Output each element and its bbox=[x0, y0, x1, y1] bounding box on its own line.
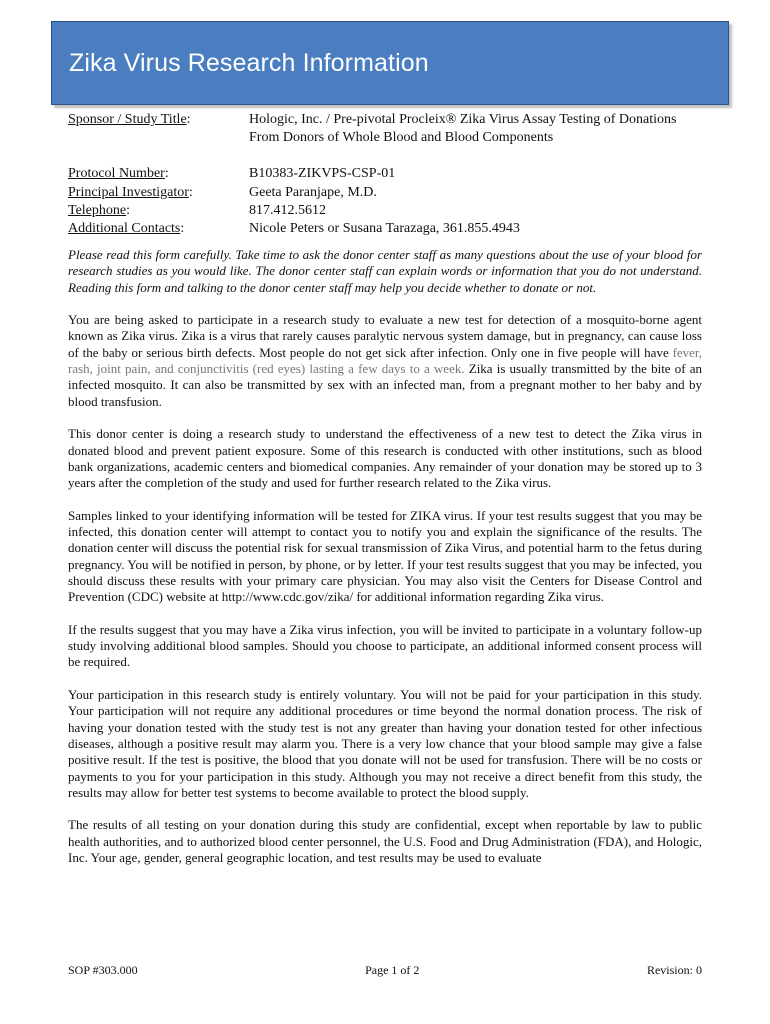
page-number: Page 1 of 2 bbox=[365, 963, 420, 977]
sponsor-value: Hologic, Inc. / Pre-pivotal Procleix® Zika Virus Assay Testing of Donations From Donors of Whole Blood and Blood Components bbox=[249, 112, 677, 146]
telephone-row: Telephone: 817.412.5612 bbox=[68, 202, 708, 220]
paragraph-2: This donor center is doing a research study to understand the effectiveness of a new test to detect the Zika virus in donated blood and prevent patient exposure. Some of this research is conducted with other institutions, such as blood bank organizations, academic centers and biomedical companies. Any remainder of your donation may be stored up to 3 years after the completion of the study and used for further research related to the Zika virus. bbox=[68, 426, 702, 491]
page-footer bbox=[68, 963, 702, 978]
contacts-label: Additional Contacts bbox=[68, 221, 181, 237]
contacts-value: Nicole Peters or Susana Tarazaga, 361.855.4943 bbox=[249, 221, 520, 237]
telephone-label: Telephone bbox=[68, 202, 127, 218]
symptoms-text: fever, rash, joint pain, and conjunctivitis (red eyes) lasting a few days to a week. bbox=[68, 344, 702, 377]
paragraph-6: The results of all testing on your donation during this study are confidential, except when reportable by law to public health authorities, and to authorized blood center personnel, the U.S. Food and Drug Administration (FDA), and Hologic, Inc. Your age, gender, general geographic location, and test results may be used to evaluate bbox=[68, 817, 702, 865]
contacts-row: Additional Contacts: Nicole Peters or Susana Tarazaga, 361.855.4943 bbox=[68, 220, 708, 238]
paragraph-5: Your participation in this research study is entirely voluntary. You will not be paid for your participation in this study. Your participation will not require any additional procedures or time beyond the normal donation process. The risk of having your donation tested with the study test is not any greater than having your donation tested for other infectious diseases, although a positive result may alarm you. There is a very low chance that your blood sample may give a false positive result. If the test is positive, the blood that you donate will not be used for transfusion. There will be no costs or payments to you for your participation in this study. Although you may not receive a direct benefit from this study, the results may allow for better test systems to become available to protect the blood supply. bbox=[68, 687, 702, 800]
paragraph-4: If the results suggest that you may have a Zika virus infection, you will be invited to participate in a voluntary follow-up study involving additional blood samples. Should you choose to participate, an additional informed consent process will be required. bbox=[68, 621, 702, 670]
revision: Revision: 0 bbox=[646, 963, 702, 977]
protocol-row: Protocol Number: B10383-ZIKVPS-CSP-01 bbox=[68, 165, 708, 183]
body-text bbox=[68, 247, 702, 883]
study-info bbox=[68, 111, 708, 238]
page-title: Zika Virus Research Information bbox=[69, 49, 429, 77]
sponsor-label: Sponsor / Study Title bbox=[68, 112, 187, 127]
paragraph-3: Samples linked to your identifying information will be tested for ZIKA virus. If your test results suggest that you may be infected, this donation center will attempt to contact you to notify you and explain the significance of the results. The donation center will discuss the potential risk for sexual transmission of Zika Virus, and potential harm to the fetus during pregnancy. You will be notified in person, by phone, or by letter. If your test results suggest that you may be infected, you should discuss these results with your primary care physician. You may also visit the Centers for Disease Control and Prevention (CDC) website at http://www.cdc.gov/zika/ for additional information regarding Zika virus. bbox=[68, 507, 702, 605]
investigator-row: Principal Investigator: Geeta Paranjape, M.D. bbox=[68, 184, 708, 202]
investigator-label: Principal Investigator bbox=[68, 184, 189, 200]
protocol-label: Protocol Number bbox=[68, 166, 165, 182]
sponsor-row: Sponsor / Study Title: Hologic, Inc. / Pre-pivotal Procleix® Zika Virus Assay Testing of Donations From Donors of Whole Blood and Blood Components bbox=[68, 111, 708, 147]
title-banner bbox=[51, 21, 729, 105]
investigator-value: Geeta Paranjape, M.D. bbox=[249, 184, 377, 200]
sop-number: SOP #303.000 bbox=[68, 963, 138, 977]
protocol-value: B10383-ZIKVPS-CSP-01 bbox=[249, 166, 396, 182]
paragraph-1: You are being asked to participate in a research study to evaluate a new test for detection of a mosquito-borne agent known as Zika virus. Zika is a virus that rarely causes paralytic nervous system damage, but in pregnancy, can cause loss of the baby or serious birth defects. Most people do not get sick after infection. Only one in five people will have fever, rash, joint pain, and conjunctivitis (red eyes) lasting a few days to a week. Zika is usually transmitted by the bite of an infected mosquito. It can also be transmitted by sex with an infected man, from a pregnant mother to her baby and by blood transfusion. bbox=[68, 312, 702, 409]
intro-paragraph: Please read this form carefully. Take time to ask the donor center staff as many questions about the use of your blood for research studies as you would like. The donor center staff can explain words or information that you do not understand. Reading this form and talking to the donor center staff may help you decide whether to donate or not. bbox=[68, 247, 702, 295]
telephone-value: 817.412.5612 bbox=[249, 202, 326, 218]
